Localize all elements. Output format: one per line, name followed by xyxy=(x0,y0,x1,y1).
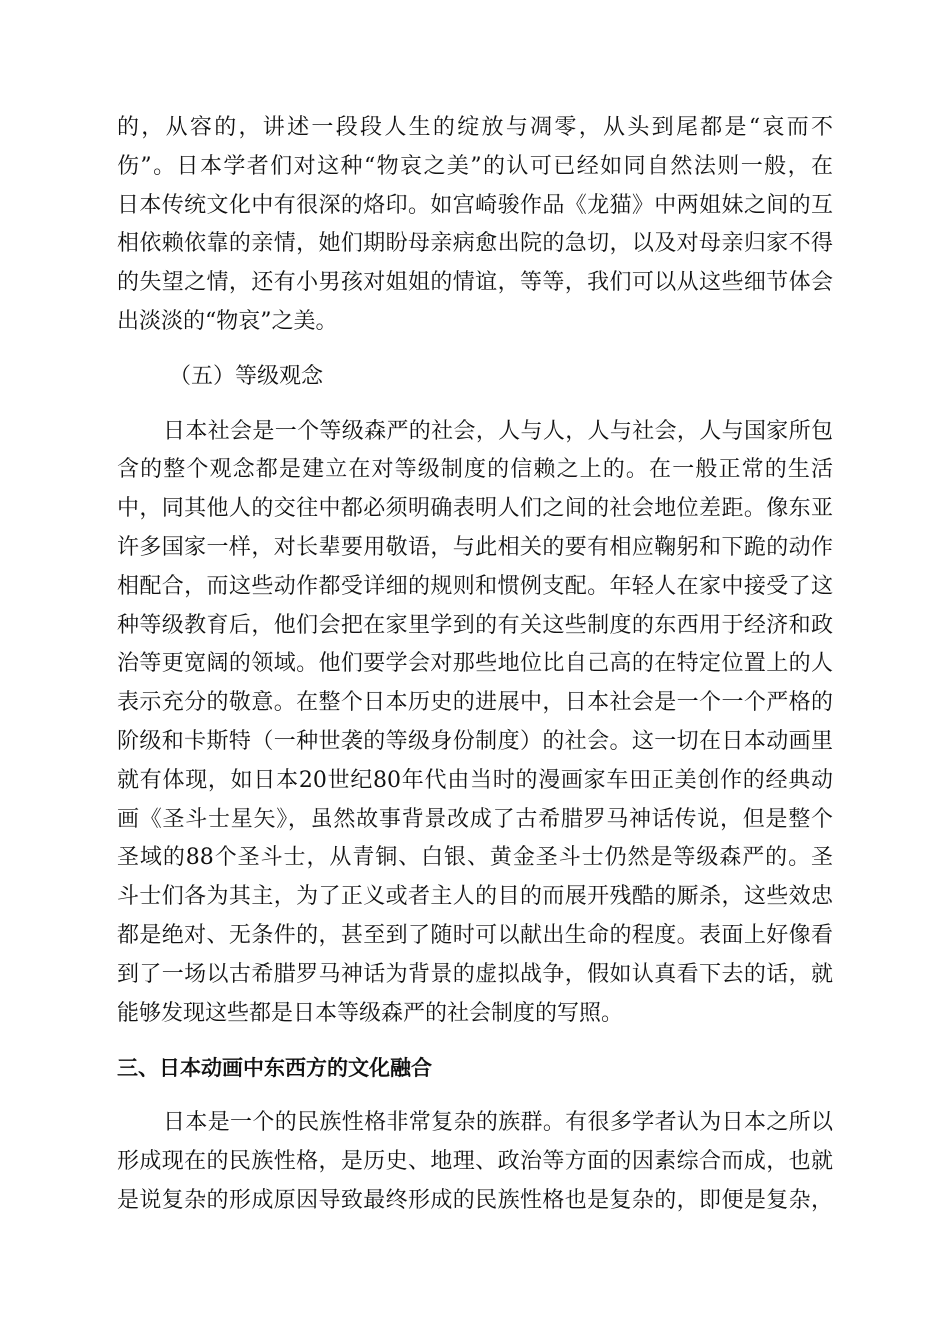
paragraph-national-character xyxy=(117,1104,833,1220)
text-line: 形成现在的民族性格，是历史、地理、政治等方面的因素综合而成，也就 xyxy=(117,1148,833,1174)
text-line: 的失望之情，还有小男孩对姐姐的情谊，等等，我们可以从这些细节体会 xyxy=(117,270,833,296)
text-line: 是说复杂的形成原因导致最终形成的民族性格也是复杂的，即便是复杂， xyxy=(117,1187,833,1213)
text-line: 画《圣斗士星矢》，虽然故事背景改成了古希腊罗马神话传说，但是整个 xyxy=(117,806,833,832)
text-line: 相依赖依靠的亲情，她们期盼母亲病愈出院的急切，以及对母亲归家不得 xyxy=(117,231,833,257)
section-heading: 三、日本动画中东西方的文化融合 xyxy=(117,1056,432,1081)
text-line: 都是绝对、无条件的，甚至到了随时可以献出生命的程度。表面上好像看 xyxy=(117,922,833,948)
text-line: 日本社会是一个等级森严的社会，人与人，人与社会，人与国家所包 xyxy=(163,418,833,444)
text-line: 许多国家一样，对长辈要用敬语，与此相关的要有相应鞠躬和下跪的动作 xyxy=(117,534,833,560)
text-line: 伤”。日本学者们对这种“物哀之美”的认可已经如同自然法则一般，在 xyxy=(117,153,833,179)
text-line: 中，同其他人的交往中都必须明确表明人们之间的社会地位差距。像东亚 xyxy=(117,496,833,522)
text-line: 圣域的88个圣斗士，从青铜、白银、黄金圣斗士仍然是等级森严的。圣 xyxy=(117,845,833,871)
text-line: 到了一场以古希腊罗马神话为背景的虚拟战争，假如认真看下去的话，就 xyxy=(117,961,833,987)
subheading-hierarchy: （五）等级观念 xyxy=(169,363,324,389)
text-line: 的，从容的，讲述一段段人生的绽放与凋零，从头到尾都是“哀而不 xyxy=(117,115,833,140)
document-page xyxy=(117,109,833,1221)
text-line: 日本传统文化中有很深的烙印。如宫崎骏作品《龙猫》中两姐妹之间的互 xyxy=(117,192,833,218)
text-line: 种等级教育后，他们会把在家里学到的有关这些制度的东西用于经济和政 xyxy=(117,612,833,638)
paragraph-hierarchy xyxy=(117,413,833,1034)
text-line: 能够发现这些都是日本等级森严的社会制度的写照。 xyxy=(117,1000,624,1026)
text-line: 阶级和卡斯特（一种世袭的等级身份制度）的社会。这一切在日本动画里 xyxy=(117,728,833,754)
text-line: 相配合，而这些动作都受详细的规则和惯例支配。年轻人在家中接受了这 xyxy=(117,573,833,599)
text-line: 含的整个观念都是建立在对等级制度的信赖之上的。在一般正常的生活 xyxy=(117,457,833,483)
text-line: 就有体现，如日本20世纪80年代由当时的漫画家车田正美创作的经典动 xyxy=(117,767,833,793)
text-line: 表示充分的敬意。在整个日本历史的进展中，日本社会是一个一个严格的 xyxy=(117,690,833,716)
text-line: 治等更宽阔的领域。他们要学会对那些地位比自己高的在特定位置上的人 xyxy=(117,651,833,677)
text-line: 出淡淡的“物哀”之美。 xyxy=(117,308,338,334)
paragraph-wu-ai xyxy=(117,109,833,342)
text-line: 斗士们各为其主，为了正义或者主人的目的而展开残酷的厮杀，这些效忠 xyxy=(117,884,833,910)
text-line: 日本是一个的民族性格非常复杂的族群。有很多学者认为日本之所以 xyxy=(163,1110,833,1136)
